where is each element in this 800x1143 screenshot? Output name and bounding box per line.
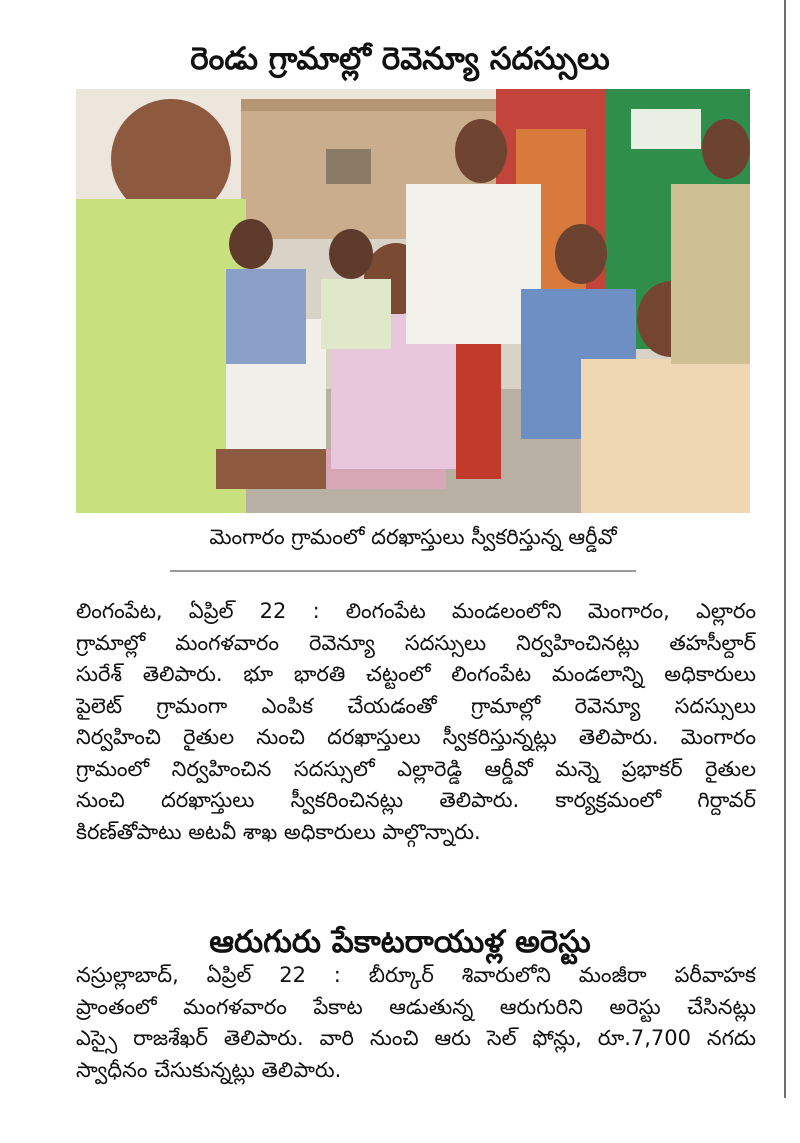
news-photo: [76, 89, 750, 513]
body-line: లింగంపేట, ఏప్రిల్ 22 : లింగంపేట మండలంలోని మెంగారం, ఎల్లారం: [76, 599, 756, 623]
body-line: నుంచి దరఖాస్తులు స్వీకరించినట్లు తెలిపారు. కార్యక్రమంలో గిర్దావర్: [76, 788, 756, 812]
article1-headline: రెండు గ్రామాల్లో రెవెన్యూ సదస్సులు: [190, 40, 610, 77]
body-line: పైలెట్ గ్రామంగా ఎంపిక చేయడంతో గ్రామాల్లో రెవెన్యూ సదస్సులు: [76, 693, 756, 718]
caption-rule: [170, 570, 636, 572]
body-line: ప్రాంతంలో మంగళవారం పేకాట ఆడుతున్న ఆరుగురిని అరెస్టు చేసినట్లు: [76, 994, 756, 1019]
article1-body: [76, 596, 756, 848]
body-line: సురేశ్ తెలిపారు. భూ భారతి చట్టంలో లింగంపేట మండలాన్ని అధికారులు: [76, 662, 756, 686]
body-line: గ్రామాల్లో మంగళవారం రెవెన్యూ సదస్సులు నిర్వహించినట్లు తహసీల్దార్: [76, 630, 756, 655]
article2-headline: ఆరుగురు పేకాటరాయుళ్ల అరెస్టు: [209, 923, 591, 960]
previous-article-cutoff: [0, 0, 800, 10]
body-line: స్వాధీనం చేసుకున్నట్లు తెలిపారు.: [76, 1057, 342, 1082]
body-line: నిర్వహించి రైతుల నుంచి దరఖాస్తులు స్వీకరిస్తున్నట్లు తెలిపారు. మెంగారం: [76, 725, 756, 749]
body-line: ఎస్సై రాజశేఖర్ తెలిపారు. వారి నుంచి ఆరు సెల్ ఫోన్లు, రూ.7,700 నగదు: [76, 1026, 756, 1050]
photo-caption: మెంగారం గ్రామంలో దరఖాస్తులు స్వీకరిస్తున్న ఆర్డీవో: [209, 525, 617, 549]
body-line: కిరణ్‌తోపాటు అటవీ శాఖ అధికారులు పాల్గొన్నారు.: [76, 819, 481, 844]
body-line: నస్రుల్లాబాద్, ఏప్రిల్ 22 : బీర్కూర్ శివారులోని మంజీరా పరీవాహక: [76, 963, 756, 987]
body-line: గ్రామంలో నిర్వహించిన సదస్సులో ఎల్లారెడ్డి ఆర్డీవో మన్నె ప్రభాకర్ రైతుల: [76, 756, 756, 781]
article2-body: [76, 960, 756, 1086]
